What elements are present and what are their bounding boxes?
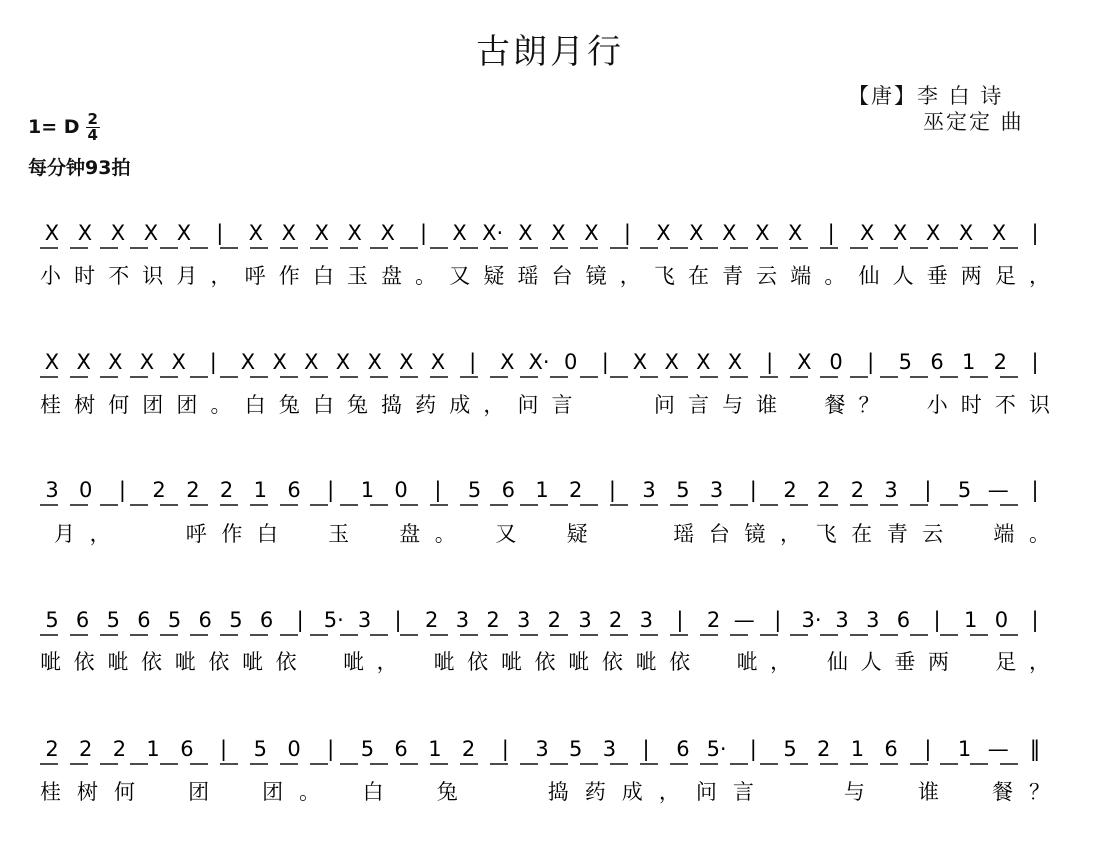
note: 1	[535, 478, 549, 502]
note: X	[44, 221, 60, 245]
note: X	[664, 350, 679, 374]
barline: |	[1031, 221, 1039, 245]
note: 3	[866, 608, 880, 632]
note: X	[347, 221, 362, 245]
note: 2	[425, 608, 439, 632]
note: 2	[569, 478, 583, 502]
note: 6	[896, 608, 911, 632]
time-signature-top: 2	[87, 110, 98, 128]
note: 5	[229, 608, 243, 632]
note: 3	[517, 608, 531, 632]
barline: |	[434, 478, 442, 502]
lyrics-line: 桂树何团团。白兔白兔捣药成，问言 问言与谁 餐？ 小时不识	[40, 393, 1051, 417]
barline: |	[327, 478, 335, 502]
note: 5	[106, 608, 120, 632]
note: X	[860, 221, 875, 245]
poet-credit: 【唐】李 白 诗	[848, 84, 1004, 108]
note: X	[584, 221, 599, 245]
lyrics-line: 月， 呼作白 玉 盘。 又 疑 瑶台镜，飞在青云 端。	[54, 522, 1051, 546]
lyrics-line: 呲依呲依呲依呲依 呲， 呲依呲依呲依呲依 呲， 仙人垂两 足，	[40, 650, 1050, 674]
note: X	[304, 350, 319, 374]
note: —	[987, 478, 1009, 502]
note: X	[925, 221, 941, 245]
composer-credit: 巫定定 曲	[923, 110, 1024, 134]
note: X·	[528, 350, 550, 374]
barline: |	[327, 737, 335, 761]
note: 0	[994, 608, 1009, 632]
note: X	[399, 350, 414, 374]
note: 2	[608, 608, 623, 632]
note: X	[44, 350, 60, 374]
note: 2	[461, 737, 476, 761]
note: 5	[167, 608, 182, 632]
note: 0	[564, 350, 578, 374]
note: X	[335, 350, 351, 374]
note: 2	[186, 478, 200, 502]
note: X·	[482, 221, 504, 245]
note: 2	[219, 478, 234, 502]
barline: |	[1031, 350, 1039, 374]
note: 5	[898, 350, 912, 374]
note: 1	[428, 737, 442, 761]
note: 1	[962, 350, 976, 374]
note: 2	[112, 737, 127, 761]
barline: |	[220, 737, 228, 761]
note: X	[367, 350, 382, 374]
note: 2	[993, 350, 1007, 374]
note: X	[797, 350, 812, 374]
barline: |	[1031, 478, 1039, 502]
barline: |	[749, 478, 757, 502]
note: 3	[357, 608, 372, 632]
note: 5	[467, 478, 482, 502]
note: X	[171, 350, 186, 374]
note: 6	[137, 608, 151, 632]
note: X	[696, 350, 711, 374]
barline: |	[469, 350, 477, 374]
note: X	[632, 350, 648, 374]
note: X	[656, 221, 671, 245]
note: X	[727, 350, 743, 374]
barline: |	[766, 350, 774, 374]
note: 2	[706, 608, 721, 632]
note: 2	[45, 737, 59, 761]
note: 1	[957, 737, 972, 761]
note: X	[77, 221, 93, 245]
note: 3	[709, 478, 724, 502]
note: X	[314, 221, 329, 245]
note: 5·	[706, 737, 727, 761]
barline: |	[676, 608, 684, 632]
barline: |	[1031, 608, 1039, 632]
note: 6	[394, 737, 408, 761]
note: 2	[486, 608, 500, 632]
note: 5	[783, 737, 797, 761]
barline: |	[420, 221, 428, 245]
barline: |	[642, 737, 650, 761]
note: 2	[850, 478, 865, 502]
note: 3	[45, 478, 59, 502]
note: 6	[259, 608, 274, 632]
barline: |	[608, 478, 616, 502]
note: X	[272, 350, 287, 374]
barline: |	[924, 478, 932, 502]
note: 3	[639, 608, 653, 632]
note: 6	[198, 608, 212, 632]
note: X	[755, 221, 770, 245]
note: 2	[79, 737, 93, 761]
barline: |	[601, 350, 609, 374]
key-text: 1= D	[28, 116, 80, 138]
song-title: 古朗月行	[476, 32, 624, 72]
note: 5	[569, 737, 583, 761]
barline: |	[827, 221, 835, 245]
note: X	[248, 221, 263, 245]
note: X	[518, 221, 533, 245]
note: X	[788, 221, 803, 245]
barline: |	[933, 608, 941, 632]
note: 3	[835, 608, 849, 632]
note: 3	[578, 608, 592, 632]
barline: |	[749, 737, 757, 761]
barline: |	[774, 608, 782, 632]
note: 5	[45, 608, 59, 632]
note: 5	[360, 737, 375, 761]
barline: |	[924, 737, 932, 761]
note: 0	[829, 350, 843, 374]
note: 0	[287, 737, 301, 761]
note: 2	[817, 737, 831, 761]
note: X	[991, 221, 1007, 245]
note: 6	[75, 608, 90, 632]
note: X	[108, 350, 123, 374]
note: X	[240, 350, 256, 374]
note: 2	[783, 478, 797, 502]
note: 1	[253, 478, 267, 502]
note: X	[551, 221, 566, 245]
note: X	[176, 221, 192, 245]
note: 5·	[323, 608, 344, 632]
note: 6	[676, 737, 690, 761]
note: 3	[535, 737, 549, 761]
barline: |	[296, 608, 304, 632]
note: X	[76, 350, 91, 374]
note: 6	[287, 478, 301, 502]
lyrics-line: 小时不识月，呼作白玉盘。又疑瑶台镜，飞在青云端。仙人垂两足，	[40, 264, 1051, 288]
note: X	[110, 221, 126, 245]
barline: |	[209, 350, 217, 374]
barline: |	[501, 737, 509, 761]
note: 3	[884, 478, 898, 502]
note: 5	[676, 478, 690, 502]
note: X	[892, 221, 908, 245]
note: 5	[957, 478, 972, 502]
note: X	[430, 350, 446, 374]
note: 1	[146, 737, 160, 761]
note: 2	[817, 478, 831, 502]
note: 3	[455, 608, 470, 632]
note: 3	[602, 737, 617, 761]
note: 6	[180, 737, 194, 761]
note: 5	[253, 737, 267, 761]
tempo-marking: 每分钟93拍	[28, 157, 131, 179]
barline: |	[623, 221, 631, 245]
note: 2	[152, 478, 166, 502]
note: 2	[547, 608, 561, 632]
note: X	[139, 350, 155, 374]
note: 0	[394, 478, 408, 502]
barline: |	[216, 221, 224, 245]
note: X	[500, 350, 515, 374]
lyrics-line: 桂树何 团 团。 白 兔 捣药成，问言 与 谁 餐？	[40, 780, 1051, 804]
note: X	[281, 221, 296, 245]
note: X	[722, 221, 737, 245]
barline: ‖	[1029, 737, 1041, 761]
note: X	[380, 221, 395, 245]
note: 1	[964, 608, 978, 632]
barline: |	[867, 350, 875, 374]
barline: |	[394, 608, 402, 632]
note: 3	[642, 478, 656, 502]
barline: |	[118, 478, 126, 502]
note: 6	[930, 350, 944, 374]
note: —	[733, 608, 755, 632]
note: 3·	[801, 608, 822, 632]
note: 1	[360, 478, 375, 502]
note: X	[958, 221, 974, 245]
note: 1	[850, 737, 865, 761]
note: —	[987, 737, 1009, 761]
time-signature-bottom: 4	[87, 126, 98, 144]
note: 6	[501, 478, 515, 502]
note: 6	[884, 737, 898, 761]
note: X	[452, 221, 467, 245]
note: 0	[79, 478, 93, 502]
note: X	[689, 221, 704, 245]
note: X	[143, 221, 159, 245]
